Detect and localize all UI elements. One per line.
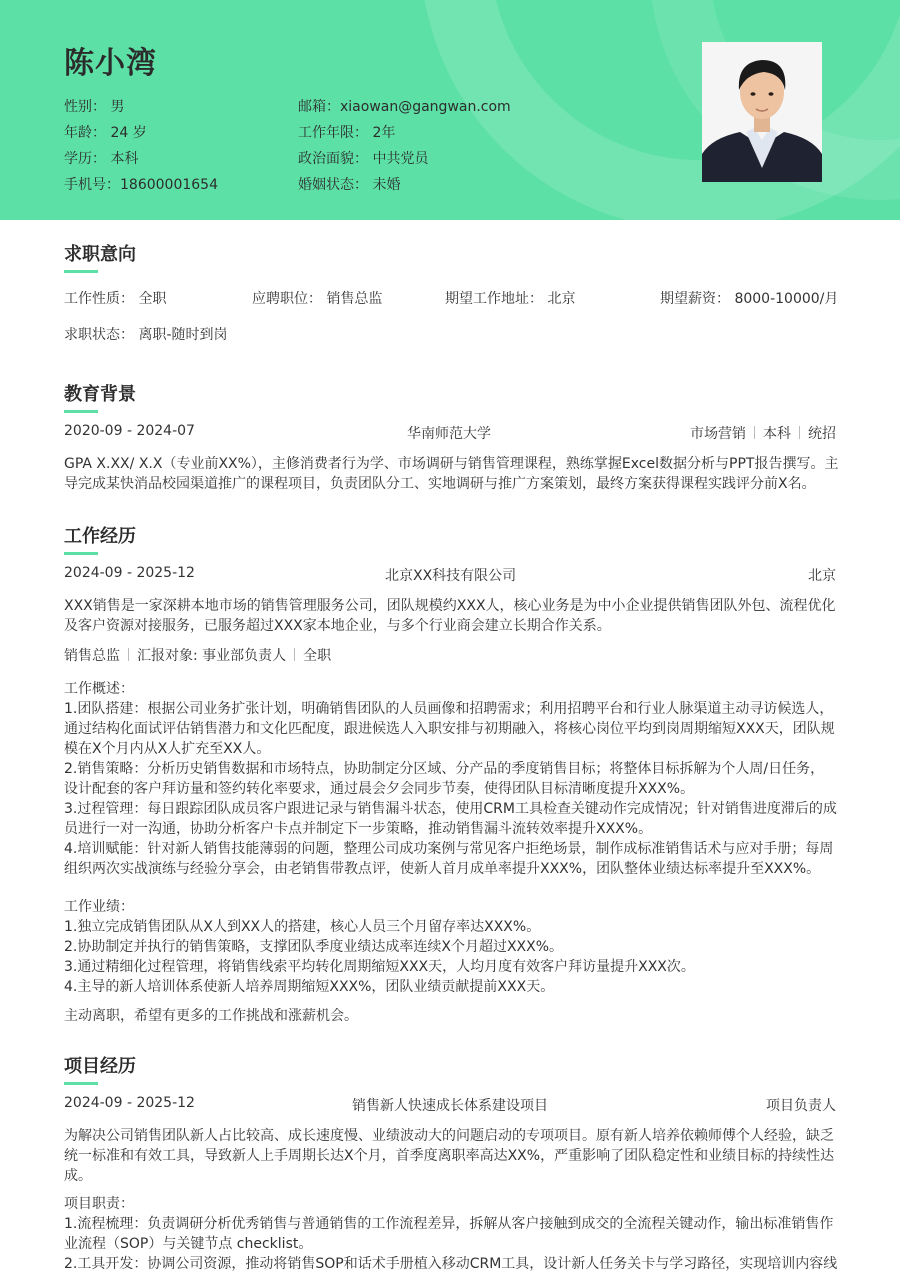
work-job-type: 全职	[303, 648, 332, 664]
text-line: 2.工具开发：协调公司资源，推动将销售SOP和话术手册植入移动CRM工具，设计新人任务关卡与学习路径，实现培训内容线	[64, 1256, 838, 1272]
intention-salary: 期望薪资： 8000-10000/月	[660, 291, 839, 307]
text-line: 导完成某快消品校园渠道推广的课程项目，负责团队分工、实地调研与推广方案策划，最终方案获得课程实践评分前X名。	[64, 476, 816, 492]
education-level: 学历： 本科	[64, 151, 139, 167]
text-line: 2.协助制定并执行的销售策略，支撑团队季度业绩达成率连续X个月超过XXX%。	[64, 939, 564, 955]
divider	[294, 648, 295, 661]
phone: 手机号：18600001654	[64, 177, 218, 193]
email: 邮箱：xiaowan@gangwan.com	[298, 99, 511, 115]
section-underline	[64, 552, 98, 555]
text-line: GPA X.XX/ X.X（专业前XX%），主修消费者行为学、市场调研与销售管理课程，熟练掌握Excel数据分析与PPT报告撰写。主	[64, 456, 839, 472]
education-school: 华南师范大学	[407, 426, 491, 442]
marital-status: 婚姻状态： 未婚	[298, 177, 401, 193]
education-description	[64, 454, 839, 494]
intention-job-type: 工作性质： 全职	[64, 291, 167, 307]
text-line: 1.团队搭建：根据公司业务扩张计划，明确销售团队的人员画像和招聘需求；利用招聘平台和行业人脉渠道主动寻访候选人，	[64, 701, 834, 717]
text-line: 1.独立完成销售团队从X人到XX人的搭建，核心人员三个月留存率达XXX%。	[64, 919, 541, 935]
section-title-education: 教育背景	[64, 384, 136, 405]
text-line: 2.销售策略：分析历史销售数据和市场特点，协助制定分区域、分产品的季度销售目标；将整体目标拆解为个人周/日任务，	[64, 761, 825, 777]
leave-reason: 主动离职，希望有更多的工作挑战和涨薪机会。	[64, 1008, 358, 1024]
text-line: 4.培训赋能：针对新人销售技能薄弱的问题，整理公司成功案例与常见客户拒绝场景，制作成标准销售话术与应对手册；每周	[64, 841, 834, 857]
age: 年龄： 24 岁	[64, 125, 147, 141]
education-period: 2020-09 - 2024-07	[64, 423, 195, 439]
project-description	[64, 1126, 836, 1186]
intention-status: 求职状态： 离职-随时到岗	[64, 327, 228, 343]
text-line: 模在X个月内从X人扩充至XX人。	[64, 741, 271, 757]
work-achievements	[64, 897, 836, 997]
text-line: 1.流程梳理：负责调研分析优秀销售与普通销售的工作流程差异，拆解从客户接触到成交的全流程关键动作，输出标准销售作	[64, 1216, 834, 1232]
text-line: 统一标准和有效工具，导致新人上手周期长达X个月，首季度离职率高达XX%，严重影响了团队稳定性和业绩目标的持续性达	[64, 1148, 835, 1164]
text-line: 4.主导的新人培训体系使新人培养周期缩短XXX%，团队业绩贡献提前XXX天。	[64, 979, 555, 995]
text-line: 业流程（SOP）与关键节点 checklist。	[64, 1236, 313, 1252]
text-line: 成。	[64, 1168, 92, 1184]
section-title-work: 工作经历	[64, 526, 136, 547]
work-report-to: 汇报对象: 事业部负责人	[137, 648, 287, 664]
profile-photo	[702, 42, 822, 182]
intention-location: 期望工作地址： 北京	[445, 291, 576, 307]
gender: 性别： 男	[64, 99, 125, 115]
work-role-meta	[64, 645, 331, 665]
text-line: 设计配套的客户拜访量和签约转化率要求，通过晨会夕会同步节奏，使得团队目标清晰度提升XXX%。	[64, 781, 695, 797]
avatar-portrait-icon	[702, 42, 822, 182]
project-name: 销售新人快速成长体系建设项目	[352, 1098, 548, 1114]
text-line: 为解决公司销售团队新人占比较高、成长速度慢、业绩波动大的问题启动的专项项目。原有新人培养依赖师傅个人经验，缺乏	[64, 1128, 834, 1144]
section-title-intention: 求职意向	[64, 244, 136, 265]
divider	[799, 426, 800, 439]
education-degree: 本科	[763, 426, 791, 442]
divider	[128, 648, 129, 661]
text-line: 工作业绩：	[64, 899, 134, 915]
company-description	[64, 596, 836, 636]
work-years: 工作年限： 2年	[298, 125, 396, 141]
education-major: 市场营销	[690, 426, 746, 442]
text-line: 工作概述：	[64, 681, 134, 697]
text-line: 3.通过精细化过程管理，将销售线索平均转化周期缩短XXX天，人均月度有效客户拜访量提升XXX次。	[64, 959, 695, 975]
text-line: 及客户资源对接服务，已服务超过XXX家本地企业，与多个行业商会建立长期合作关系。	[64, 618, 611, 634]
text-line: 项目职责：	[64, 1196, 134, 1212]
candidate-name: 陈小湾	[64, 46, 157, 81]
section-underline	[64, 270, 98, 273]
section-underline	[64, 410, 98, 413]
section-underline	[64, 1082, 98, 1085]
project-role: 项目负责人	[766, 1098, 836, 1114]
work-role: 销售总监	[64, 648, 120, 664]
text-line: XXX销售是一家深耕本地市场的销售管理服务公司，团队规模约XXX人，核心业务是为中小企业提供销售团队外包、流程优化	[64, 598, 836, 614]
work-overview	[64, 679, 836, 879]
text-line: 组织两次实战演练与经验分享会，由老销售带教点评，使新人首月成单率提升XXX%，团队整体业绩达标率提升至XXX%。	[64, 861, 821, 877]
work-period: 2024-09 - 2025-12	[64, 565, 195, 581]
text-line: 员进行一对一沟通，协助分析客户卡点并制定下一步策略，推动销售漏斗流转效率提升XXX%。	[64, 821, 653, 837]
text-line: 3.过程管理：每日跟踪团队成员客户跟进记录与销售漏斗状态，使用CRM工具检查关键动作完成情况；针对销售进度滞后的成	[64, 801, 837, 817]
intention-position: 应聘职位： 销售总监	[252, 291, 383, 307]
work-company: 北京XX科技有限公司	[385, 568, 517, 584]
project-period: 2024-09 - 2025-12	[64, 1095, 195, 1111]
section-title-project: 项目经历	[64, 1056, 136, 1077]
profile-header	[0, 0, 900, 220]
education-meta	[690, 423, 836, 443]
political-status: 政治面貌： 中共党员	[298, 151, 429, 167]
text-line: 通过结构化面试评估销售潜力和文化匹配度，跟进候选人入职安排与初期融入，将核心岗位平均到岗周期缩短XXX天，团队规	[64, 721, 835, 737]
work-city: 北京	[808, 568, 836, 584]
project-duties	[64, 1194, 836, 1274]
education-mode: 统招	[808, 426, 836, 442]
divider	[754, 426, 755, 439]
